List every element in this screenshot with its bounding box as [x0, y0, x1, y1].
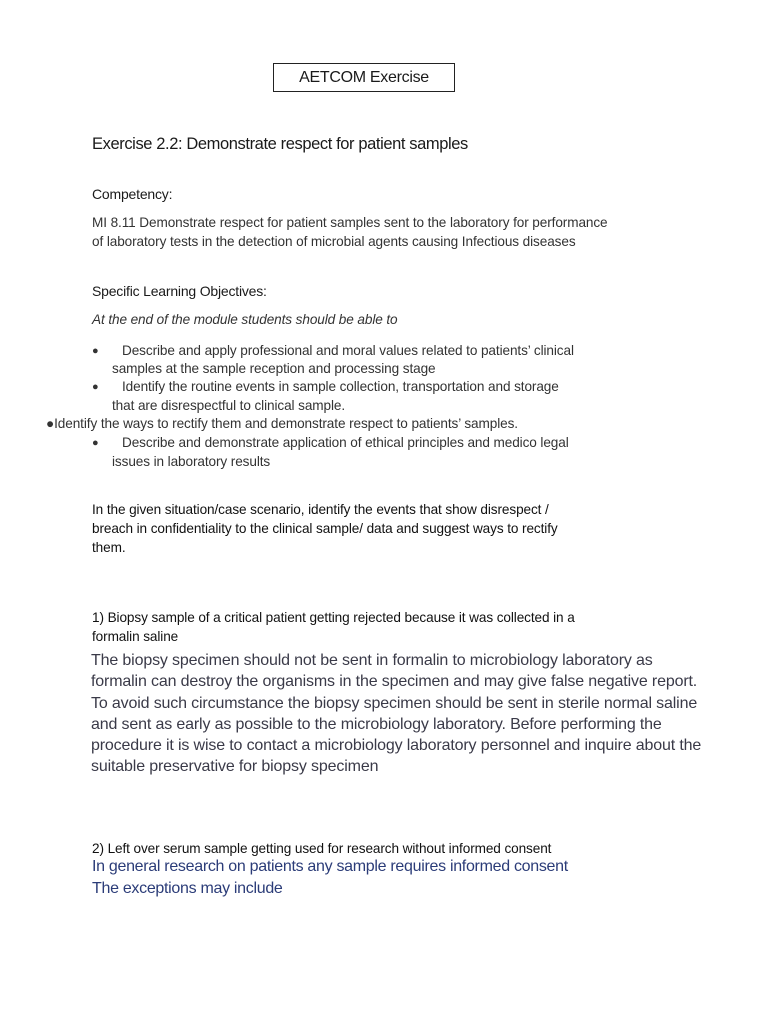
document-title: AETCOM Exercise [299, 69, 429, 86]
competency-line-1: MI 8.11 Demonstrate respect for patient samples sent to the laboratory for performance [92, 215, 608, 230]
bullet-icon: ● [92, 437, 99, 449]
scenario-1-line-1: 1) Biopsy sample of a critical patient getting rejected because it was collected in a [92, 610, 575, 625]
answer-line: The exceptions may include [92, 880, 283, 897]
objective-item-2-line-1: Identify the routine events in sample collection, transportation and storage [122, 379, 559, 394]
objectives-intro: At the end of the module students should be able to [92, 312, 398, 327]
objective-item-4-line-2: issues in laboratory results [112, 454, 271, 469]
objective-item-2-line-2: that are disrespectful to clinical sample. [112, 398, 346, 413]
objective-item-1 [92, 341, 574, 361]
answer-line: The biopsy specimen should not be sent in formalin to microbiology laboratory as [91, 652, 653, 669]
scenario-1-line-2: formalin saline [92, 629, 179, 644]
answer-line: In general research on patients any sample requires informed consent [92, 858, 568, 875]
document-title-box [273, 63, 455, 92]
answer-line: To avoid such circumstance the biopsy specimen should be sent in sterile normal saline [91, 694, 698, 712]
competency-heading: Competency: [92, 186, 173, 202]
answer-line: procedure it is wise to contact a microbiology laboratory personnel and inquire about the [91, 737, 702, 755]
objective-item-1-line-1: Describe and apply professional and moral values related to patients’ clinical [122, 343, 574, 358]
objective-item-1-line-2: samples at the sample reception and processing stage [112, 361, 436, 376]
objective-item-4 [92, 433, 569, 453]
scenario-2-answer [92, 856, 568, 900]
scenario-2-line-1: 2) Left over serum sample getting used for research without informed consent [92, 841, 552, 856]
competency-line-2: of laboratory tests in the detection of microbial agents causing Infectious diseases [92, 234, 576, 249]
answer-line: suitable preservative for biopsy specimen [91, 758, 379, 776]
bullet-icon: ● [92, 381, 99, 393]
objective-item-2 [92, 377, 559, 397]
instruction-line-1: In the given situation/case scenario, identify the events that show disrespect / [92, 502, 549, 517]
scenario-1-answer [91, 650, 701, 778]
objectives-heading: Specific Learning Objectives: [92, 283, 267, 299]
answer-line: and sent as early as possible to the microbiology laboratory. Before performing the [91, 715, 662, 733]
instruction-line-2: breach in confidentiality to the clinical sample/ data and suggest ways to rectify [92, 521, 558, 536]
objective-item-4-line-1: Describe and demonstrate application of ethical principles and medico legal [122, 435, 569, 450]
exercise-title: Exercise 2.2: Demonstrate respect for patient samples [92, 135, 468, 153]
answer-line: formalin can destroy the organisms in the specimen and may give false negative report. [91, 673, 698, 691]
instruction-line-3: them. [92, 540, 126, 555]
objective-item-3: ●Identify the ways to rectify them and demonstrate respect to patients’ samples. [46, 416, 518, 431]
bullet-icon: ● [92, 345, 99, 357]
